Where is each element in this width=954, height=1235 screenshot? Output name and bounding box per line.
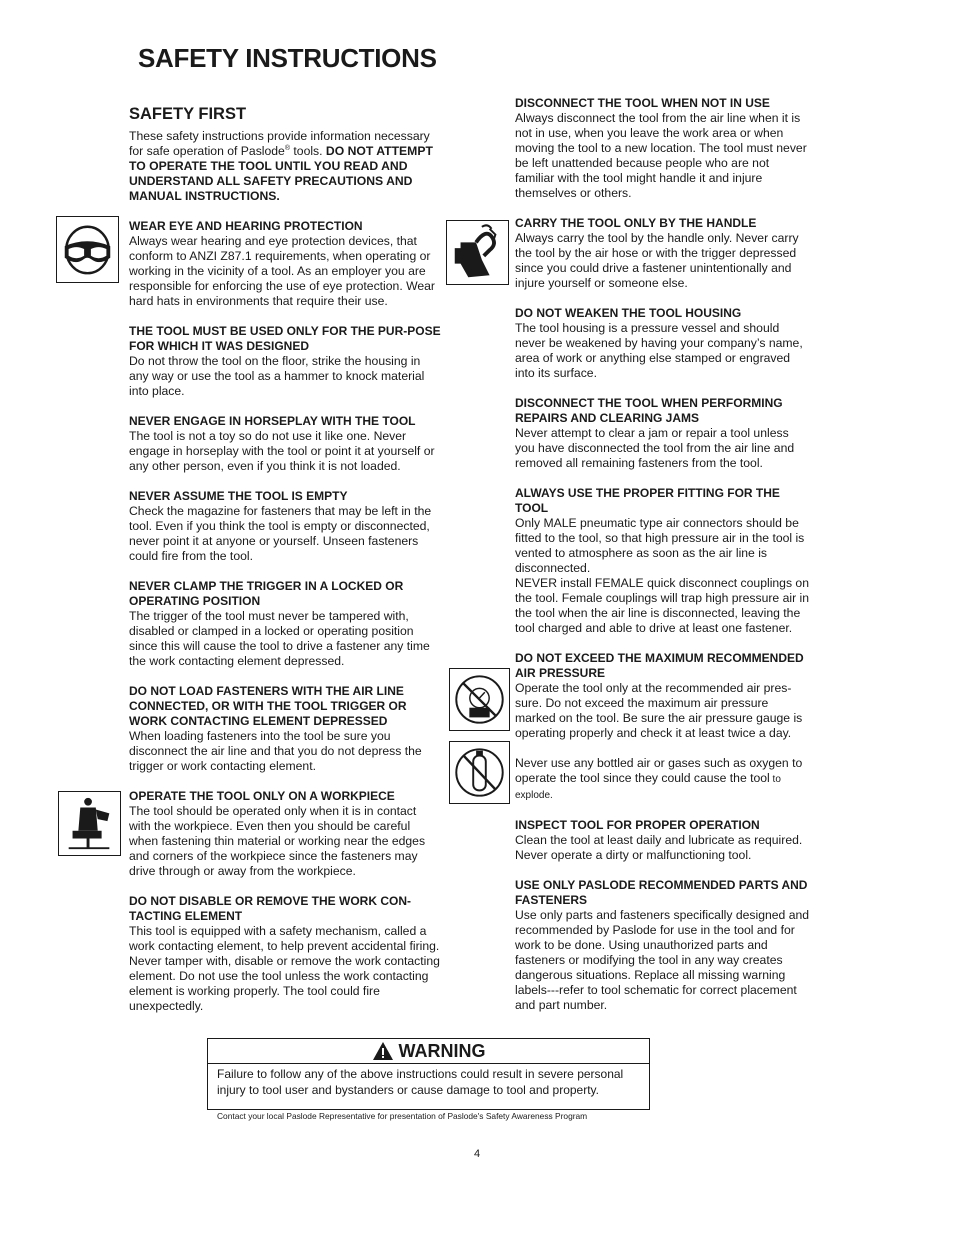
warning-title: WARNING <box>208 1039 649 1064</box>
section-max-air-pressure: DO NOT EXCEED THE MAXIMUM RECOMMENDED AIR PRESSURE Operate the tool only at the recommended air pres-sure. Do not exceed the maximum air pressure marked on the tool. Be sure the air pressure gauge is operating properly and check it at least twice a day. Never use any bottled air or gases such as oxygen to operate the tool since they could cause the tool to explode. <box>515 651 804 801</box>
section-disconnect-not-in-use: DISCONNECT THE TOOL WHEN NOT IN USE Always disconnect the tool from the air line when it is not in use, when you leave the work area or when moving the tool to a new location. The tool must never be left unattended because people who are not familiar with the tool might handle it and injure themselves or others. <box>515 96 807 200</box>
section-proper-fitting: ALWAYS USE THE PROPER FITTING FOR THE TOOL Only MALE pneumatic type air connectors should be fitted to the tool, so that high pressure air in the tool is vented to atmosphere as soon as the air line is disconnected. NEVER install FEMALE quick disconnect couplings on the tool. Female couplings will trap high pressure air in the tool when the air line is disconnected, leaving the tool charged and able to drive at least one fastener. <box>515 486 809 635</box>
section-assume-empty: NEVER ASSUME THE TOOL IS EMPTY Check the magazine for fasteners that may be left in the tool. Even if you think the tool is empty or disconnected, never point it at anyone or yourself. Unseen fasteners could fire from the tool. <box>129 489 432 563</box>
tool-on-workpiece-icon <box>58 791 121 856</box>
section-workpiece: OPERATE THE TOOL ONLY ON A WORKPIECE The tool should be operated only when it is in contact with the workpiece. Even then you should be careful when fastening thin material or working near the edges and corners of the workpiece since the fasteners may drive through or away from the workpiece. <box>129 789 426 878</box>
section-tool-housing: DO NOT WEAKEN THE TOOL HOUSING The tool housing is a pressure vessel and should never be weakened by having your company’s name, area of work or anything else stamped or engraved into its surface. <box>515 306 803 380</box>
contact-note: Contact your local Paslode Representative for presentation of Paslode's Safety Awareness Program <box>217 1111 588 1121</box>
section-clamp-trigger: NEVER CLAMP THE TRIGGER IN A LOCKED OR OPERATING POSITION The trigger of the tool must never be tampered with, disabled or clamped in a locked or operating position since this will cause the tool to drive a fastener any time the work contacting element depressed. <box>129 579 430 668</box>
section-loading-fasteners: DO NOT LOAD FASTENERS WITH THE AIR LINE CONNECTED, OR WITH THE TOOL TRIGGER OR WORK CONTACTING ELEMENT DEPRESSED When loading fasteners into the tool be sure you disconnect the air line and that you do not depress the trigger or work contacting element. <box>129 684 422 773</box>
tool-handle-icon <box>446 220 509 285</box>
left-column <box>129 96 441 1029</box>
section-horseplay: NEVER ENGAGE IN HORSEPLAY WITH THE TOOL The tool is not a toy so do not use it like one. Never engage in horseplay with the tool or point it at yourself or any other person, even if you think it is not loaded. <box>129 414 435 473</box>
page-title: SAFETY INSTRUCTIONS <box>138 43 437 73</box>
section-carry-handle: CARRY THE TOOL ONLY BY THE HANDLE Always carry the tool by the handle only. Never carry the tool by the air hose or with the trigger depressed since you could drive a fastener unintentionally and injure yourself or someone else. <box>515 216 799 290</box>
section-work-contacting-element: DO NOT DISABLE OR REMOVE THE WORK CON-TACTING ELEMENT This tool is equipped with a safety mechanism, called a work contacting element, to help prevent accidental firing. Never tamper with, disable or remove the work contacting element. Do not use the tool unless the work contacting element is working properly. The tool could fire unexpectedly. <box>129 894 440 1013</box>
warning-text: Failure to follow any of the above instructions could result in severe personal injury to tool user and bystanders or cause damage to tool and property. <box>217 1067 624 1097</box>
warning-box <box>207 1038 650 1110</box>
section-intended-purpose: THE TOOL MUST BE USED ONLY FOR THE PUR-POSE FOR WHICH IT WAS DESIGNED Do not throw the tool on the floor, strike the housing in any way or use the tool as a hammer to knock material into place. <box>129 324 441 398</box>
section-inspect-tool: INSPECT TOOL FOR PROPER OPERATION Clean the tool at least daily and lubricate as required. Never operate a dirty or malfunctioning tool. <box>515 818 803 862</box>
warning-triangle-icon <box>372 1041 394 1061</box>
right-column <box>515 96 811 1028</box>
goggles-icon <box>56 216 119 283</box>
section-recommended-parts: USE ONLY PASLODE RECOMMENDED PARTS AND FASTENERS Use only parts and fasteners specifically designed and recommended by Paslode for use in the tool and for work to be done. Using unauthorized parts and fasteners or modifying the tool in any way creates dangerous situations. Replace all missing warning labels---refer to tool schematic for correct placement and part number. <box>515 878 810 1012</box>
section-repairs-jams: DISCONNECT THE TOOL WHEN PERFORMING REPAIRS AND CLEARING JAMS Never attempt to clear a jam or repair a tool unless you have disconnected the tool from the air line and removed all remaining fasteners from the tool. <box>515 396 795 470</box>
safety-first-intro: These safety instructions provide information necessary for safe operation of Paslode® tools. DO NOT ATTEMPT TO OPERATE THE TOOL UNTIL YOU READ AND UNDERSTAND ALL SAFETY PRECAUTIONS AND MANUAL INSTRUCTIONS. <box>129 129 433 203</box>
no-gas-bottle-icon <box>449 741 510 804</box>
section-eye-hearing: WEAR EYE AND HEARING PROTECTION Always wear hearing and eye protection devices, that conform to ANZI Z87.1 requirements, when operating or working in the vicinity of a tool. As an employer you are responsible for enforcing the use of eye protection. Wear hard hats in environments that require their use. <box>129 219 435 308</box>
page-number: 4 <box>474 1148 481 1160</box>
safety-first-heading: SAFETY FIRST <box>129 105 247 123</box>
no-pressure-gauge-icon <box>449 668 510 731</box>
